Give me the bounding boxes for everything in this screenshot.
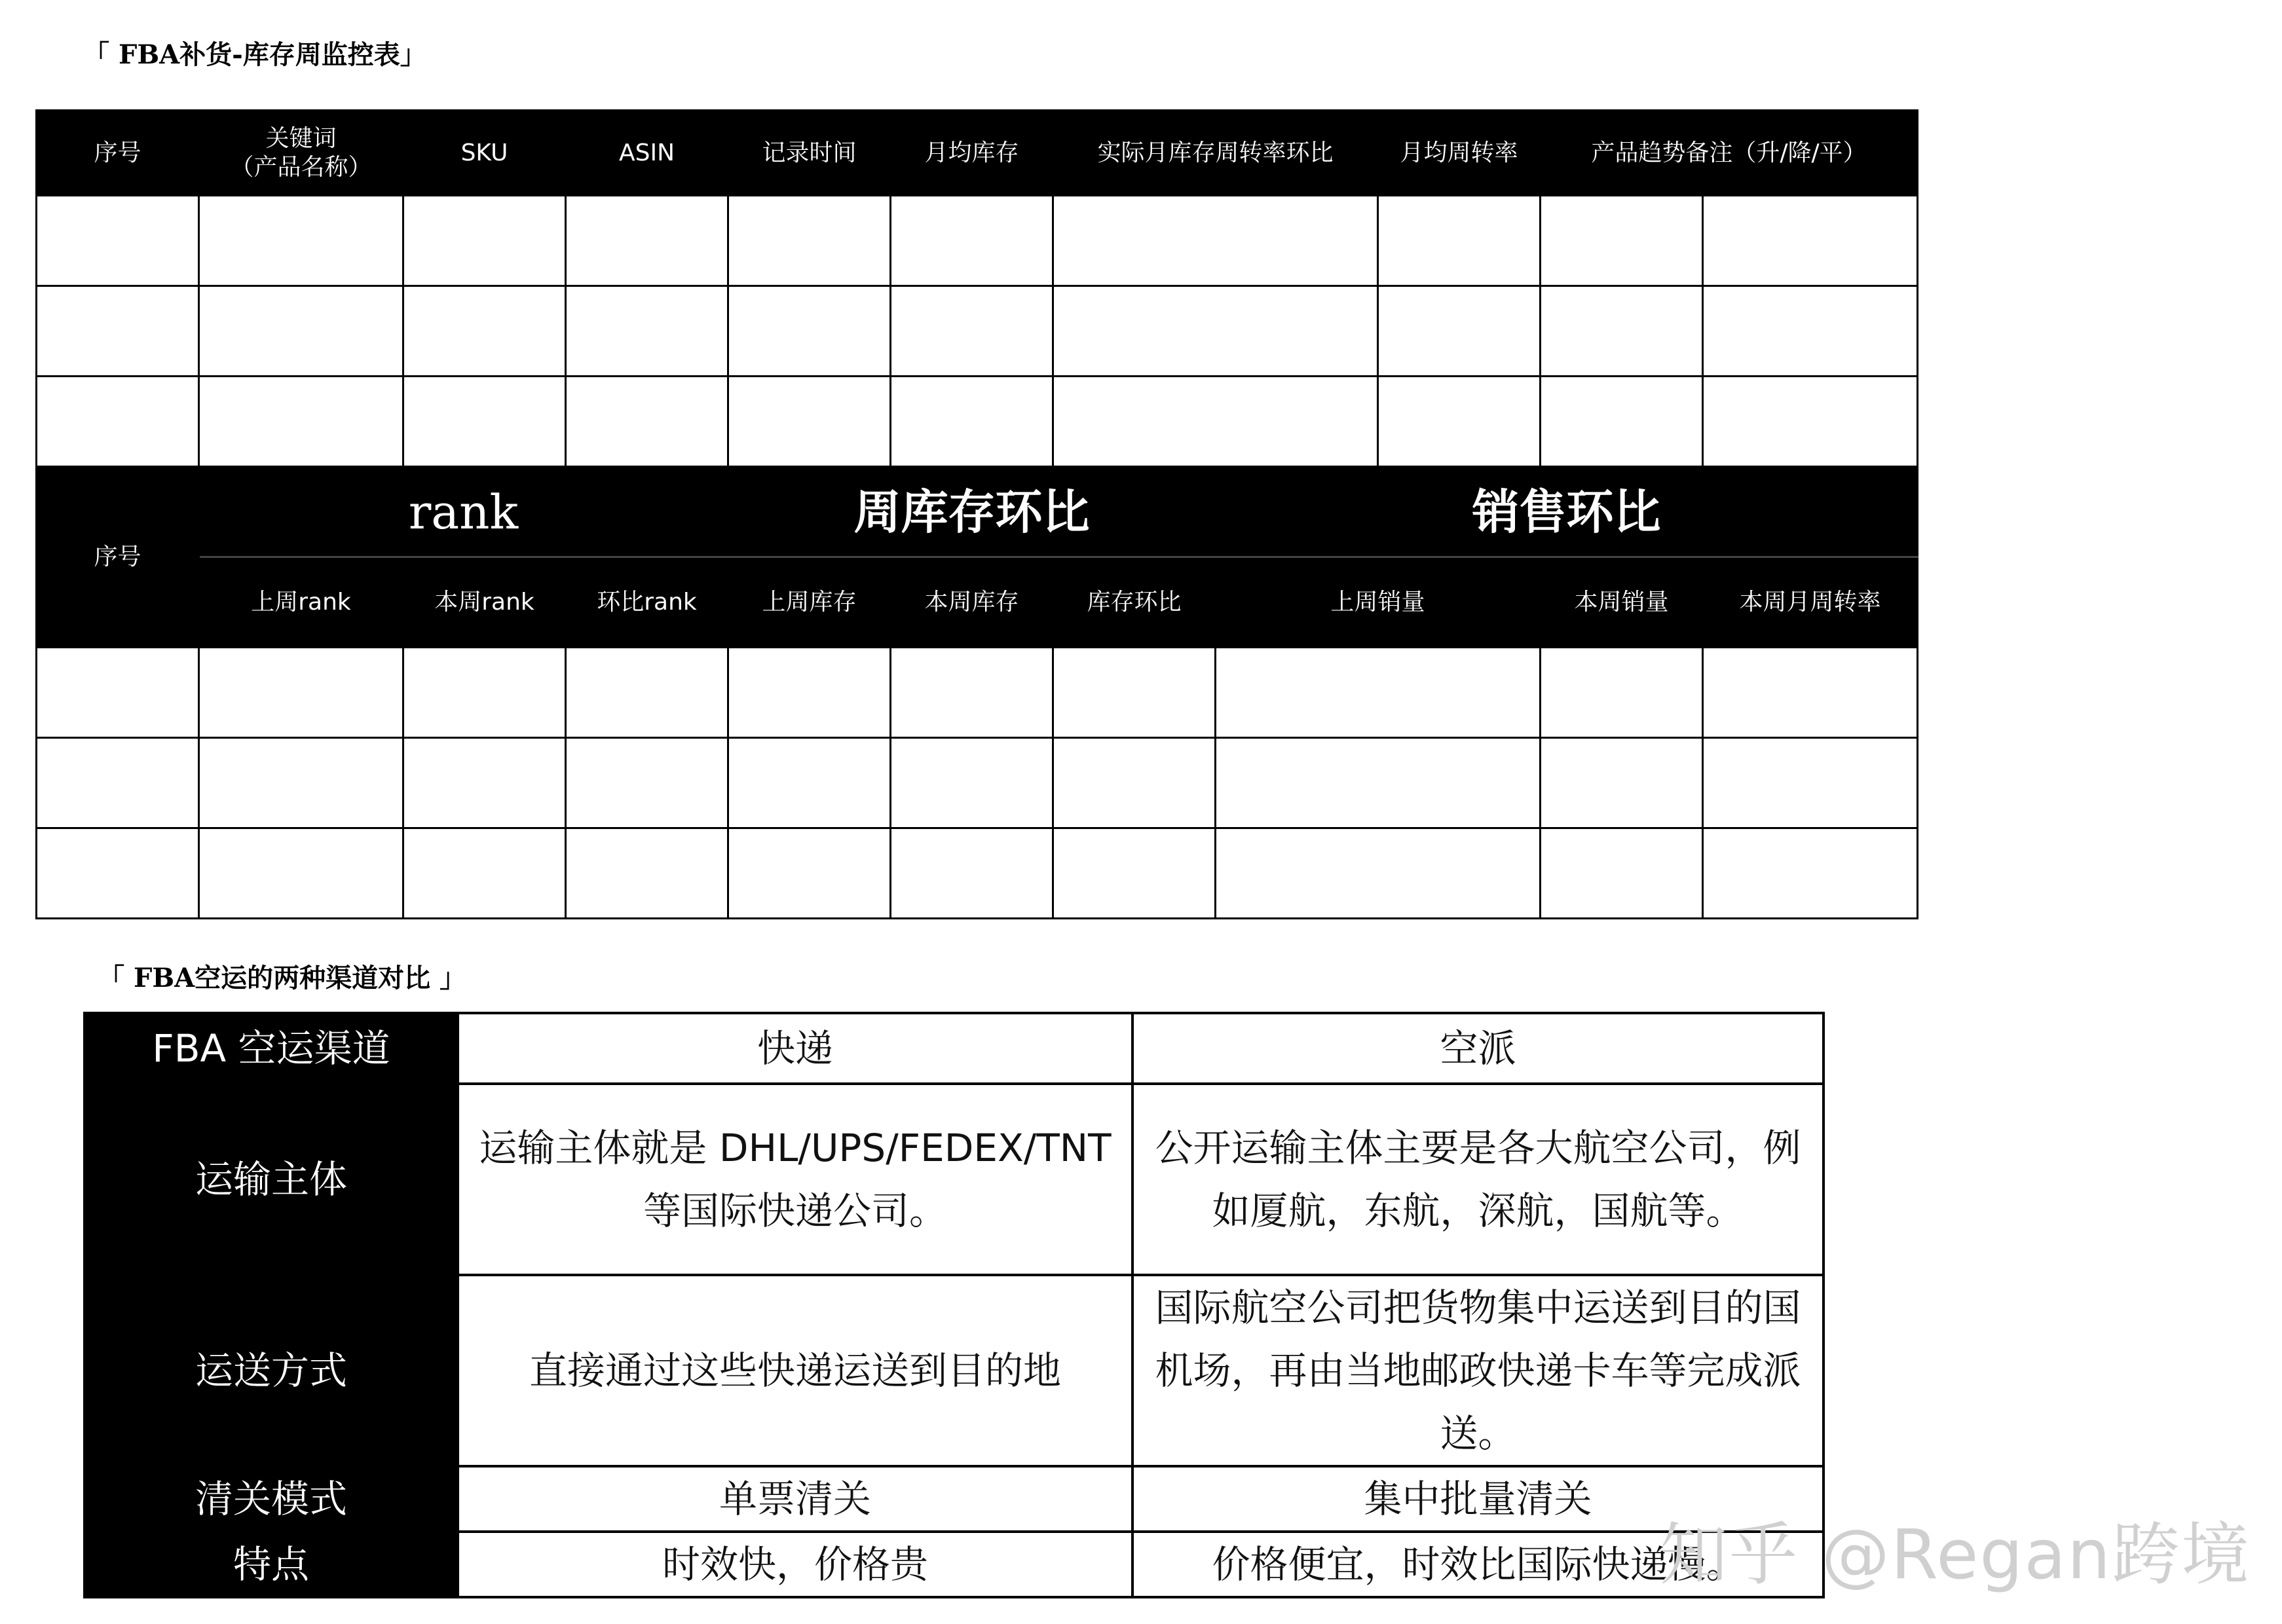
table1-header-row: [37, 111, 1918, 196]
watermark: 知乎 @Regan跨境: [1659, 1515, 2251, 1595]
cell[interactable]: [1053, 738, 1216, 828]
col-rank-change: 环比rank: [566, 557, 728, 648]
cell[interactable]: [1703, 377, 1918, 467]
table2-title: FBA空运的两种渠道对比: [133, 963, 431, 993]
col-last-week-stock: 上周库存: [728, 557, 891, 648]
cell[interactable]: [199, 286, 403, 377]
cell[interactable]: [403, 828, 566, 919]
col-sku: SKU: [403, 111, 566, 196]
group-sales: 销售环比: [1216, 467, 1918, 557]
table1-sub-header-row: [37, 557, 1918, 648]
col-trend-note: 产品趋势备注（升/降/平）: [1541, 111, 1918, 196]
cell[interactable]: [1541, 648, 1703, 738]
cell[interactable]: [1703, 648, 1918, 738]
channel-label: FBA 空运渠道: [84, 1013, 458, 1084]
cell[interactable]: [1541, 828, 1703, 919]
cell[interactable]: [566, 196, 728, 286]
cell[interactable]: [403, 738, 566, 828]
cell-air-dispatch: 国际航空公司把货物集中运送到目的国机场，再由当地邮政快递卡车等完成派送。: [1132, 1275, 1824, 1466]
table1-title: FBA补货-库存周监控表: [118, 39, 400, 70]
cell[interactable]: [1053, 377, 1378, 467]
table-row: [84, 1532, 1824, 1597]
cell[interactable]: [1541, 286, 1703, 377]
cell[interactable]: [1378, 286, 1541, 377]
cell-express: 单票清关: [458, 1466, 1132, 1532]
cell[interactable]: [891, 286, 1053, 377]
cell-air-dispatch: 公开运输主体主要是各大航空公司，例如厦航，东航，深航，国航等。: [1132, 1084, 1824, 1275]
table-row: [37, 377, 1918, 467]
table1-title-wrap: [83, 39, 426, 71]
bracket-close: 」: [430, 963, 466, 993]
cell-express: 时效快，价格贵: [458, 1532, 1132, 1597]
cell[interactable]: [891, 738, 1053, 828]
col-turnover-ratio: 实际月库存周转率环比: [1053, 111, 1378, 196]
cell[interactable]: [199, 377, 403, 467]
cell[interactable]: [1541, 377, 1703, 467]
cell[interactable]: [199, 828, 403, 919]
cell[interactable]: [199, 648, 403, 738]
cell[interactable]: [728, 738, 891, 828]
group-rank: rank: [199, 467, 728, 557]
bracket-close: 」: [400, 40, 426, 70]
cell[interactable]: [37, 196, 199, 286]
table-row: [37, 738, 1918, 828]
table-row: [84, 1466, 1824, 1532]
cell[interactable]: [1053, 828, 1216, 919]
cell-express: 运输主体就是 DHL/UPS/FEDEX/TNT 等国际快递公司。: [458, 1084, 1132, 1275]
col-record-time: 记录时间: [728, 111, 891, 196]
cell[interactable]: [37, 377, 199, 467]
cell[interactable]: [891, 828, 1053, 919]
cell[interactable]: [1053, 196, 1378, 286]
cell[interactable]: [1703, 196, 1918, 286]
cell-express: 直接通过这些快递运送到目的地: [458, 1275, 1132, 1466]
cell[interactable]: [566, 738, 728, 828]
cell[interactable]: [1703, 286, 1918, 377]
col-keyword: 关键词 （产品名称）: [199, 111, 403, 196]
cell[interactable]: [1216, 828, 1541, 919]
inventory-monitor-table: [35, 109, 1918, 919]
table1-group-header-row: [37, 467, 1918, 557]
cell[interactable]: [1378, 196, 1541, 286]
row-label: 清关模式: [84, 1466, 458, 1532]
col-asin: ASIN: [566, 111, 728, 196]
row-label: 特点: [84, 1532, 458, 1597]
cell[interactable]: [199, 196, 403, 286]
table-row: [37, 828, 1918, 919]
cell[interactable]: [403, 196, 566, 286]
bracket-open: 「: [98, 963, 134, 993]
cell[interactable]: [1216, 738, 1541, 828]
col-stock-change: 库存环比: [1053, 557, 1216, 648]
cell[interactable]: [566, 648, 728, 738]
table-row: [84, 1275, 1824, 1466]
cell[interactable]: [403, 648, 566, 738]
row-label: 运输主体: [84, 1084, 458, 1275]
cell[interactable]: [891, 377, 1053, 467]
col-this-week-stock: 本周库存: [891, 557, 1053, 648]
cell[interactable]: [37, 828, 199, 919]
group-weekly-stock: 周库存环比: [728, 467, 1216, 557]
cell[interactable]: [566, 377, 728, 467]
cell[interactable]: [37, 738, 199, 828]
cell[interactable]: [403, 286, 566, 377]
cell[interactable]: [1541, 738, 1703, 828]
col-last-week-rank: 上周rank: [199, 557, 403, 648]
col-this-week-rank: 本周rank: [403, 557, 566, 648]
col-avg-turnover: 月均周转率: [1378, 111, 1541, 196]
cell-air-dispatch: 价格便宜，时效比国际快递慢。: [1132, 1532, 1824, 1597]
cell[interactable]: [199, 738, 403, 828]
cell[interactable]: [728, 196, 891, 286]
table-row: [84, 1084, 1824, 1275]
cell[interactable]: [1053, 286, 1378, 377]
cell[interactable]: [1053, 648, 1216, 738]
cell[interactable]: [1703, 828, 1918, 919]
cell[interactable]: [403, 377, 566, 467]
table-row: [37, 196, 1918, 286]
bracket-open: 「: [83, 40, 119, 70]
cell[interactable]: [566, 286, 728, 377]
cell[interactable]: [37, 648, 199, 738]
cell[interactable]: [37, 286, 199, 377]
cell[interactable]: [1541, 196, 1703, 286]
table2-title-wrap: [98, 963, 466, 994]
table-row: [37, 286, 1918, 377]
col-air-dispatch: 空派: [1132, 1013, 1824, 1084]
cell[interactable]: [728, 286, 891, 377]
cell[interactable]: [566, 828, 728, 919]
cell[interactable]: [728, 828, 891, 919]
col-weekly-turnover: 本周月周转率: [1703, 557, 1918, 648]
col-avg-stock: 月均库存: [891, 111, 1053, 196]
table-row: [37, 648, 1918, 738]
col-seq-2: 序号: [37, 467, 199, 648]
col-seq: 序号: [37, 111, 199, 196]
cell[interactable]: [1216, 648, 1541, 738]
row-label: 运送方式: [84, 1275, 458, 1466]
cell[interactable]: [728, 377, 891, 467]
air-channel-compare-table: [83, 1012, 1825, 1598]
cell[interactable]: [728, 648, 891, 738]
col-last-week-sales: 上周销量: [1216, 557, 1541, 648]
cell[interactable]: [1378, 377, 1541, 467]
cell[interactable]: [891, 196, 1053, 286]
col-express: 快递: [458, 1013, 1132, 1084]
col-this-week-sales: 本周销量: [1541, 557, 1703, 648]
cell-air-dispatch: 集中批量清关: [1132, 1466, 1824, 1532]
cell[interactable]: [891, 648, 1053, 738]
table2-header-row: [84, 1013, 1824, 1084]
cell[interactable]: [1703, 738, 1918, 828]
